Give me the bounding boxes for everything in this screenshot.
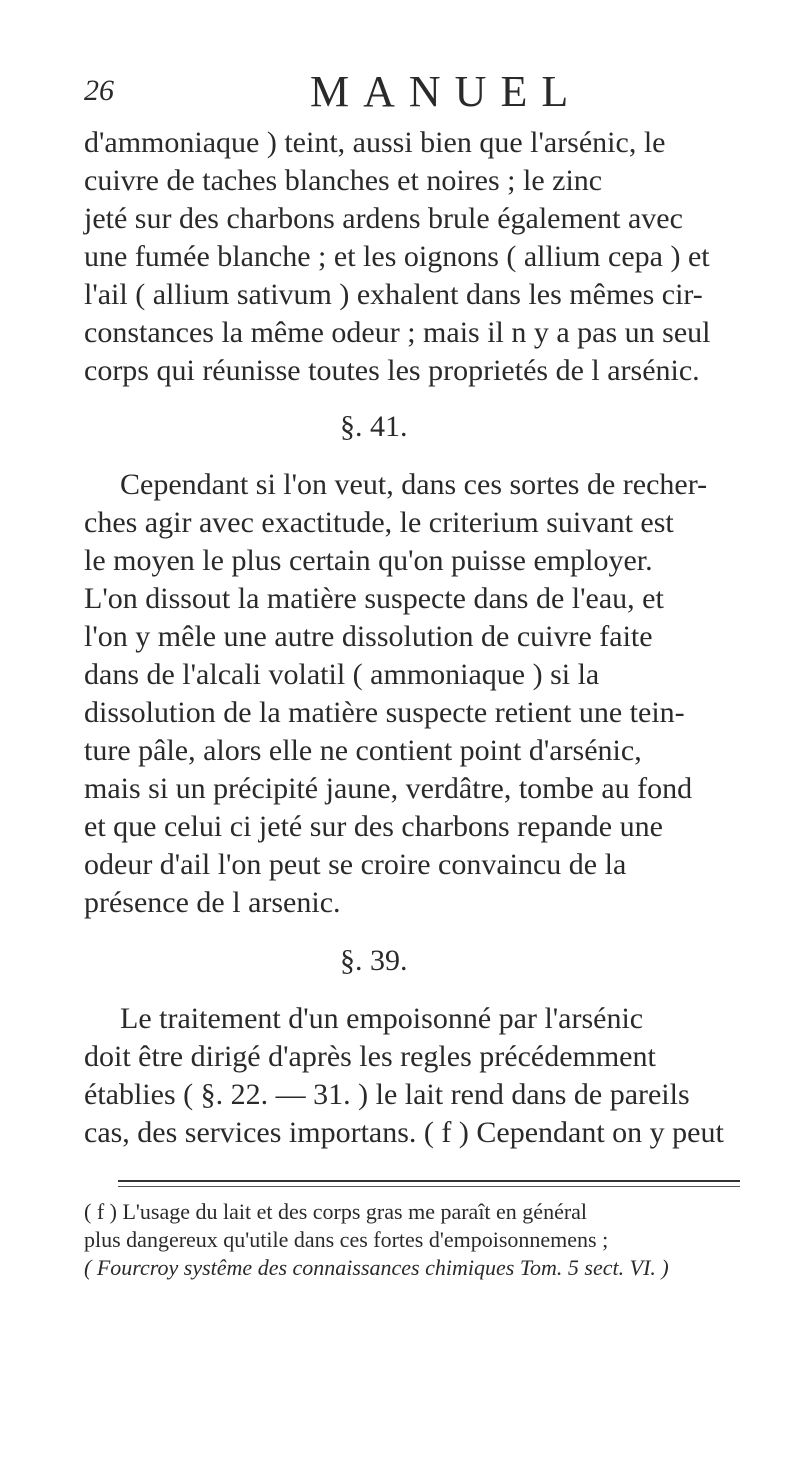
text-line: L'on dissout la matière suspecte dans de l'eau, et (84, 582, 664, 615)
footnote-line: plus dangereux qu'utile dans ces fortes d'empoisonnemens ; (84, 1227, 609, 1252)
section-heading: §. 41. (340, 410, 408, 443)
text-line: ture pâle, alors elle ne contient point d'arsénic, (84, 734, 642, 767)
text-line: Le traitement d'un empoisonné par l'arsénic (120, 1002, 644, 1035)
text-line: le moyen le plus certain qu'on puisse employer. (84, 544, 653, 577)
text-line: Cependant si l'on veut, dans ces sortes de recher- (120, 468, 708, 501)
text-line: cas, des services importans. ( f ) Cependant on y peut (84, 1116, 724, 1149)
text-line: mais si un précipité jaune, verdâtre, tombe au fond (84, 772, 693, 805)
text-line: ches agir avec exactitude, le criterium suivant est (84, 506, 674, 539)
text-line: odeur d'ail l'on peut se croire convaincu de la (84, 848, 627, 881)
footnote-line: ( Fourcroy systême des connaissances chimiques Tom. 5 sect. VI. ) (84, 1255, 669, 1280)
text-line: dans de l'alcali volatil ( ammoniaque ) si la (84, 658, 600, 691)
text-line: établies ( §. 22. — 31. ) le lait rend dans de pareils (84, 1078, 690, 1111)
footnote-divider (118, 1180, 740, 1182)
text-line: cuivre de taches blanches et noires ; le zinc (84, 164, 603, 197)
text-line: une fumée blanche ; et les oignons ( allium cepa ) et (84, 240, 710, 273)
running-title: MANUEL (310, 67, 583, 116)
text-line: corps qui réunisse toutes les proprietés de l arsénic. (84, 354, 700, 387)
page-number: 26 (84, 74, 114, 107)
text-line: doit être dirigé d'après les regles précédemment (84, 1040, 656, 1073)
text-line: l'ail ( allium sativum ) exhalent dans les mêmes cir- (84, 278, 703, 311)
footnote-line: ( f ) L'usage du lait et des corps gras me paraît en général (84, 1199, 588, 1224)
text-line: d'ammoniaque ) teint, aussi bien que l'arsénic, le (84, 126, 666, 159)
text-line: l'on y mêle une autre dissolution de cuivre faite (84, 620, 653, 653)
section-heading: §. 39. (340, 944, 408, 977)
text-line: dissolution de la matière suspecte retient une tein- (84, 696, 685, 729)
text-line: présence de l arsenic. (84, 886, 341, 919)
page-header (0, 66, 800, 116)
footnote-divider-thin (118, 1186, 740, 1187)
text-line: jeté sur des charbons ardens brule également avec (84, 202, 683, 235)
text-line: constances la même odeur ; mais il n y a pas un seul (84, 316, 711, 349)
text-line: et que celui ci jeté sur des charbons repande une (84, 810, 663, 843)
